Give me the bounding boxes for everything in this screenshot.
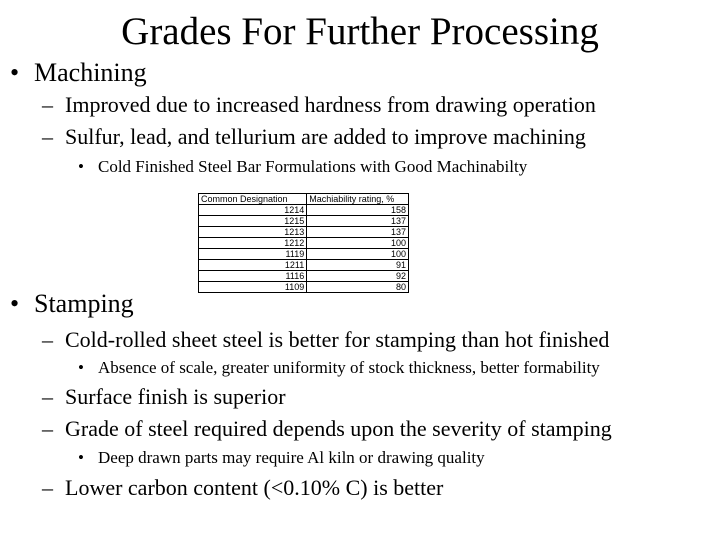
table-cell-rating: 158: [307, 205, 409, 216]
table-cell-designation: 1211: [199, 260, 307, 271]
machining-heading: Machining: [34, 58, 147, 87]
table-row: [199, 238, 409, 249]
bullet-marker: •: [10, 289, 20, 318]
stamping-sub-point-1: Absence of scale, greater uniformity of stock thickness, better formability: [98, 358, 600, 377]
table-cell-designation: 1215: [199, 216, 307, 227]
table-header-designation: Common Designation: [199, 194, 307, 205]
machining-sub-point: Cold Finished Steel Bar Formulations with Good Machinabilty: [98, 157, 528, 176]
dash-marker: –: [42, 92, 53, 117]
machining-point-2: Sulfur, lead, and tellurium are added to improve machining: [65, 124, 586, 149]
table-cell-rating: 137: [307, 227, 409, 238]
table-cell-designation: 1213: [199, 227, 307, 238]
table-cell-rating: 91: [307, 260, 409, 271]
bullet-marker: •: [10, 58, 20, 87]
machinability-table: [198, 193, 409, 293]
table-header-rating: Machiability rating, %: [307, 194, 409, 205]
table-cell-rating: 100: [307, 249, 409, 260]
dash-marker: –: [42, 475, 53, 500]
table-cell-rating: 100: [307, 238, 409, 249]
table-header-row: [199, 194, 409, 205]
sub-bullet-marker: •: [78, 448, 84, 467]
sub-bullet-marker: •: [78, 157, 84, 176]
table-row: [199, 216, 409, 227]
dash-marker: –: [42, 327, 53, 352]
table-cell-designation: 1119: [199, 249, 307, 260]
table-cell-designation: 1212: [199, 238, 307, 249]
table-row: [199, 282, 409, 293]
stamping-point-1: Cold-rolled sheet steel is better for stamping than hot finished: [65, 327, 610, 352]
machining-point-1: Improved due to increased hardness from drawing operation: [65, 92, 596, 117]
table-row: [199, 249, 409, 260]
table-row: [199, 205, 409, 216]
table-cell-designation: 1116: [199, 271, 307, 282]
table-row: [199, 227, 409, 238]
table-cell-designation: 1109: [199, 282, 307, 293]
stamping-point-4: Lower carbon content (<0.10% C) is better: [65, 475, 444, 500]
table-cell-rating: 80: [307, 282, 409, 293]
stamping-point-2: Surface finish is superior: [65, 384, 286, 409]
table-row: [199, 260, 409, 271]
table-cell-rating: 137: [307, 216, 409, 227]
dash-marker: –: [42, 416, 53, 441]
table-cell-designation: 1214: [199, 205, 307, 216]
dash-marker: –: [42, 384, 53, 409]
stamping-point-3: Grade of steel required depends upon the severity of stamping: [65, 416, 612, 441]
slide-title: Grades For Further Processing: [121, 10, 599, 53]
table-cell-rating: 92: [307, 271, 409, 282]
dash-marker: –: [42, 124, 53, 149]
table-row: [199, 271, 409, 282]
sub-bullet-marker: •: [78, 358, 84, 377]
stamping-sub-point-2: Deep drawn parts may require Al kiln or drawing quality: [98, 448, 485, 467]
stamping-heading: Stamping: [34, 289, 134, 318]
